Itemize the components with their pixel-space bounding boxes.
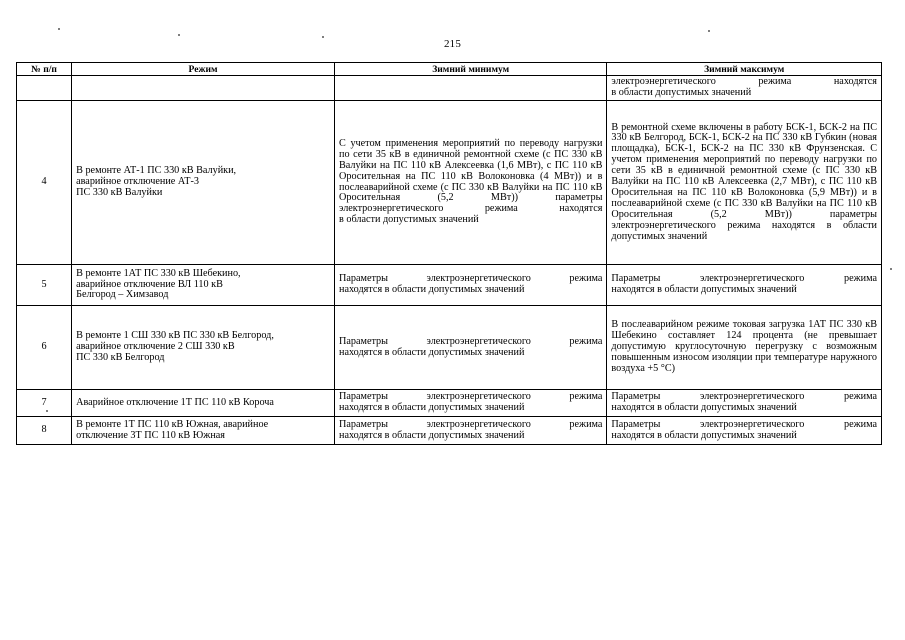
scan-speck bbox=[890, 268, 892, 270]
row-winter-max bbox=[607, 265, 882, 306]
row-number: 4 bbox=[17, 101, 72, 265]
winter-max-text: Параметры электроэнергетического режима bbox=[611, 391, 877, 403]
table-row bbox=[17, 76, 882, 101]
winter-min-text: Параметры электроэнергетического режима bbox=[339, 418, 603, 430]
row-winter-min bbox=[335, 76, 607, 101]
mode-line: ПС 330 кВ Валуйки bbox=[76, 186, 163, 198]
table-row bbox=[17, 265, 882, 306]
row-mode bbox=[72, 390, 335, 417]
column-header-number: № п/п bbox=[17, 63, 72, 76]
winter-min-text: Параметры электроэнергетического режима bbox=[339, 273, 603, 285]
table-row bbox=[17, 101, 882, 265]
row-winter-max: В послеаварийном режиме токовая загрузка 1АТ ПС 330 кВ Шебекино составляет 124 процента (не превышает допустимую круглосуточную перегрузку с возможным повышенным износом изоляции при температуре наружного воздуха +5 °С) bbox=[607, 306, 882, 390]
mode-line: Белгород – Химзавод bbox=[76, 289, 169, 301]
row-winter-min bbox=[335, 306, 607, 390]
row-number bbox=[17, 76, 72, 101]
column-header-winter-min: Зимний минимум bbox=[335, 63, 607, 76]
winter-min-text-last: находятся в области допустимых значений bbox=[339, 284, 525, 295]
winter-max-text: Параметры электроэнергетического режима bbox=[611, 418, 877, 430]
winter-min-text: Параметры электроэнергетического режима bbox=[339, 335, 603, 347]
winter-min-text-last: находятся в области допустимых значений bbox=[339, 429, 525, 441]
mode-line: Аварийное отключение 1Т ПС 110 кВ Короча bbox=[76, 396, 274, 408]
mode-line: В ремонте АТ-1 ПС 330 кВ Валуйки, bbox=[76, 165, 237, 177]
mode-line: В ремонте 1Т ПС 110 кВ Южная, аварийное bbox=[76, 418, 269, 430]
row-mode bbox=[72, 76, 335, 101]
row-number: 6 bbox=[17, 306, 72, 390]
row-winter-max bbox=[607, 417, 882, 445]
mode-line: В ремонте 1 СШ 330 кВ ПС 330 кВ Белгород, bbox=[76, 330, 274, 342]
row-winter-min bbox=[335, 101, 607, 265]
winter-max-text: Параметры электроэнергетического режима bbox=[611, 273, 877, 285]
row-winter-max bbox=[607, 390, 882, 417]
regime-table bbox=[16, 62, 882, 445]
row-mode bbox=[72, 101, 335, 265]
winter-min-text: С учетом применения мероприятий по переводу нагрузки по сети 35 кВ в единичной ремонтной схеме (с ПС 330 кВ Валуйки на ПС 110 кВ Алексеевка (1,6 МВт), с ПС 110 кВ Оросительная на ПС 110 кВ Волоконовка (4 МВт)) и в послеаварийной схеме (с ПС 330 кВ Валуйки на ПС 110 кВ Оросительная (5,2 МВт)) параметры электроэнергетического режима находятся bbox=[339, 137, 603, 215]
row-winter-min bbox=[335, 390, 607, 417]
winter-min-text: Параметры электроэнергетического режима bbox=[339, 391, 603, 403]
winter-min-text-last: находятся в области допустимых значений bbox=[339, 402, 525, 413]
winter-max-text-last: находятся в области допустимых значений bbox=[611, 284, 797, 295]
row-mode bbox=[72, 306, 335, 390]
row-number: 5 bbox=[17, 265, 72, 306]
page-number: 215 bbox=[443, 38, 462, 50]
mode-line: В ремонте 1АТ ПС 330 кВ Шебекино, bbox=[76, 267, 241, 279]
table-row bbox=[17, 306, 882, 390]
winter-max-text-last: находятся в области допустимых значений bbox=[611, 429, 797, 441]
winter-max-text-last: находятся в области допустимых значений bbox=[611, 402, 797, 413]
mode-line: отключение 3Т ПС 110 кВ Южная bbox=[76, 429, 225, 441]
winter-max-text-last: в области допустимых значений bbox=[611, 87, 752, 98]
mode-line: аварийное отключение 2 СШ 330 кВ bbox=[76, 341, 235, 353]
table-row bbox=[17, 417, 882, 445]
table-header-row bbox=[17, 63, 882, 76]
row-winter-min bbox=[335, 265, 607, 306]
winter-min-text-last: в области допустимых значений bbox=[339, 214, 479, 226]
winter-min-text-last: находятся в области допустимых значений bbox=[339, 346, 525, 358]
column-header-mode: Режим bbox=[72, 63, 335, 76]
scan-speck bbox=[708, 30, 710, 32]
mode-line: аварийное отключение АТ-3 bbox=[76, 176, 200, 188]
row-number: 8 bbox=[17, 417, 72, 445]
scan-speck bbox=[58, 28, 60, 30]
row-winter-max bbox=[607, 76, 882, 101]
table-row bbox=[17, 390, 882, 417]
column-header-winter-max: Зимний максимум bbox=[607, 63, 882, 76]
winter-max-text: электроэнергетического режима находятся bbox=[611, 76, 877, 88]
row-winter-min bbox=[335, 417, 607, 445]
mode-line: аварийное отключение ВЛ 110 кВ bbox=[76, 278, 223, 290]
scan-speck bbox=[46, 410, 48, 412]
row-winter-max: В ремонтной схеме включены в работу БСК-1, БСК-2 на ПС 330 кВ Белгород, БСК-1, БСК-2 на ПС 330 кВ Губкин (новая площадка), БСК-1, БСК-2 на ПС 330 кВ Фрунзенская. С учетом применения мероприятий по переводу нагрузки по сети 35 кВ в единичной ремонтной схеме (с ПС 330 кВ Валуйки на ПС 110 кВ Алексеевка (2,7 МВт), с ПС 110 кВ Оросительная на ПС 110 кВ Волоконовка (5,9 МВт)) и в послеаварийной схеме (с ПС 330 кВ Валуйки на ПС 110 кВ Оросительная (5,2 МВт)) параметры электроэнергетического режима находятся в области допустимых значений bbox=[607, 101, 882, 265]
scan-speck bbox=[178, 34, 180, 36]
scan-speck bbox=[322, 36, 324, 38]
row-mode bbox=[72, 417, 335, 445]
row-number: 7 bbox=[17, 390, 72, 417]
row-mode bbox=[72, 265, 335, 306]
mode-line: ПС 330 кВ Белгород bbox=[76, 351, 165, 363]
